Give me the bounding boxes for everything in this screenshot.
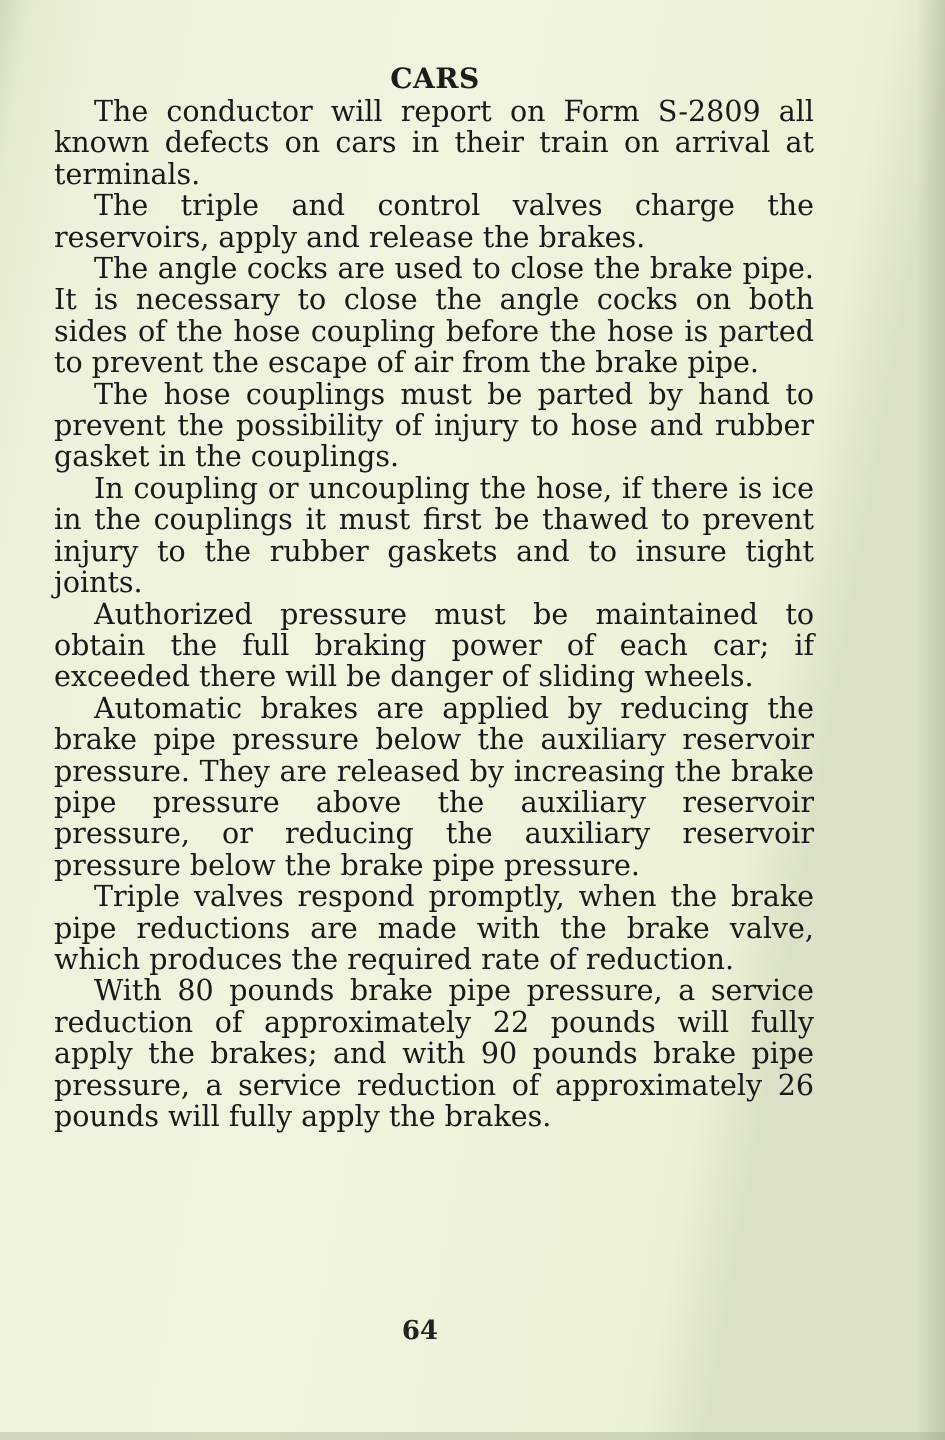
paragraph-triple-valves: Triple valves respond promptly, when the brake pipe reductions are made with the brake valve, which produces the required rate of reduction. [54,880,814,976]
page-bottom-edge [0,1432,945,1440]
body-text [54,96,814,1132]
paragraph-service-reduction: With 80 pounds brake pipe pressure, a service reduction of approximately 22 pounds will fully apply the brakes; and with 90 pounds brake pipe pressure, a service reduction of approximately 26 pounds will fully apply the brakes. [54,974,814,1133]
paragraph-triple-control-valves: The triple and control valves charge the reservoirs, apply and release the brakes. [54,189,814,254]
paragraph-automatic-brakes: Automatic brakes are applied by reducing the brake pipe pressure below the auxiliary reservoir pressure. They are released by increasing the brake pipe pressure above the auxiliary reservoir pressure, or reducing the auxiliary reservoir pressure below the brake pipe pressure. [54,691,814,882]
page-number: 64 [401,1316,439,1346]
paragraph-form-s2809: The conductor will report on Form S-2809 all known defects on cars in their train on arrival at terminals. [54,95,814,191]
page-edge-shadow [917,0,945,1440]
paragraph-hose-couplings: The hose couplings must be parted by hand to prevent the possibility of injury to hose and rubber gasket in the couplings. [54,377,814,474]
section-heading: CARS [390,62,480,95]
paragraph-angle-cocks: The angle cocks are used to close the brake pipe. It is necessary to close the angle cocks on both sides of the hose coupling before the hose is parted to prevent the escape of air from the brake pipe. [54,252,814,380]
paragraph-authorized-pressure: Authorized pressure must be maintained to obtain the full braking power of each car; if exceeded there will be danger of sliding wheels. [54,597,814,694]
paragraph-ice-in-couplings: In coupling or uncoupling the hose, if there is ice in the couplings it must first be thawed to prevent injury to the rubber gaskets and to insure tight joints. [54,471,814,600]
